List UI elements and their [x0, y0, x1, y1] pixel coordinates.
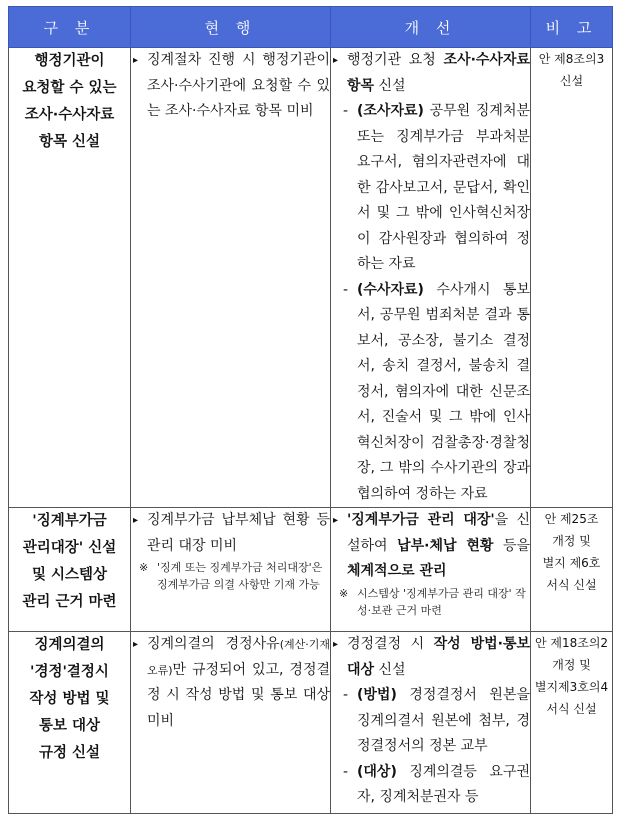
table-row — [9, 632, 613, 814]
bullet-marker: ▸ — [333, 515, 339, 526]
table-row — [9, 508, 613, 632]
row-category: 징계의결의 '경정'결정시 작성 방법 및 통보 대상 규정 신설 — [9, 632, 131, 814]
list-item: ▸ 징계의결의 경정사유(계산·기재 오류)만 규정되어 있고, 경정결정 시 작성 방법 및 통보 대상 미비 — [131, 632, 330, 734]
bullet-marker: ▸ — [133, 515, 139, 526]
list-item: ▸ 경정결정 시 작성 방법·통보 대상 신설 — [331, 632, 530, 683]
row-improve — [331, 48, 531, 508]
bullet-marker: ▸ — [333, 639, 339, 650]
bullet-marker: ▸ — [133, 55, 139, 66]
header-current: 현 행 — [131, 7, 331, 48]
list-item: - (대상) 징계의결등 요구권자, 징계처분권자 등 — [343, 760, 530, 811]
list-item: ▸ 징계부가금 납부체납 현황 등 관리 대장 미비 — [131, 508, 330, 559]
header-improve: 개 선 — [331, 7, 531, 48]
note-marker: ※ — [139, 561, 149, 574]
dash-marker: - — [343, 687, 349, 703]
header-remark: 비 고 — [531, 7, 613, 48]
note: ※ 시스템상 '징계부가금 관리 대장' 작성·보관 근거 마련 — [339, 586, 526, 617]
row-remark: 안 제25조 개정 및 별지 제6호 서식 신설 — [531, 508, 613, 632]
bullet-marker: ▸ — [333, 55, 339, 66]
list-item: ▸ '징계부가금 관리 대장'을 신설하여 납부·체납 현황 등을 체계적으로 관리 — [331, 508, 530, 585]
comparison-table — [8, 6, 613, 814]
row-improve — [331, 508, 531, 632]
list-item: - (조사자료) 공무원 징계처분 또는 징계부가금 부과처분 요구서, 혐의자관련자에 대한 감사보고서, 문답서, 확인서 및 그 밖에 인사혁신처장이 감사원장과 협의하여 정하는 자료 — [343, 99, 530, 278]
note-marker: ※ — [339, 586, 349, 600]
row-current — [131, 48, 331, 508]
row-category: '징계부가금 관리대장' 신설 및 시스템상 관리 근거 마련 — [9, 508, 131, 632]
dash-marker: - — [343, 763, 349, 780]
note: ※ '징계 또는 징계부가금 처리대장'은 징계부가금 의결 사항만 기재 가능 — [139, 561, 323, 591]
list-item: - (방법) 경정결정서 원본을 징계의결서 원본에 첨부, 경정결정서의 정본 교부 — [343, 683, 530, 760]
row-category: 행정기관이 요청할 수 있는 조사·수사자료 항목 신설 — [9, 48, 131, 508]
row-improve — [331, 632, 531, 814]
list-item: ▸ 행정기관 요청 조사·수사자료 항목 신설 — [331, 48, 530, 99]
dash-marker: - — [343, 281, 349, 298]
row-current — [131, 632, 331, 814]
row-remark: 안 제8조의3 신설 — [531, 48, 613, 508]
list-item: ▸ 징계절차 진행 시 행정기관이 조사·수사기관에 요청할 수 있는 조사·수사자료 항목 미비 — [131, 48, 330, 125]
table-row — [9, 48, 613, 508]
bullet-marker: ▸ — [133, 639, 139, 650]
header-gubun: 구 분 — [9, 7, 131, 48]
list-item: - (수사자료) 수사개시 통보서, 공무원 범죄처분 결과 통보서, 공소장, 불기소 결정서, 송치 결정서, 불송치 결정서, 혐의자에 대한 신문조서, 진술서 및 그 밖에 인사혁신처장이 검찰총장·경찰청장, 그 밖의 수사기관의 장과 협의하여 정하는 자료 — [343, 278, 530, 508]
row-remark: 안 제18조의2 개정 및 별지제3호의4 서식 신설 — [531, 632, 613, 814]
header-row — [9, 7, 613, 48]
dash-marker: - — [343, 103, 349, 119]
row-current — [131, 508, 331, 632]
